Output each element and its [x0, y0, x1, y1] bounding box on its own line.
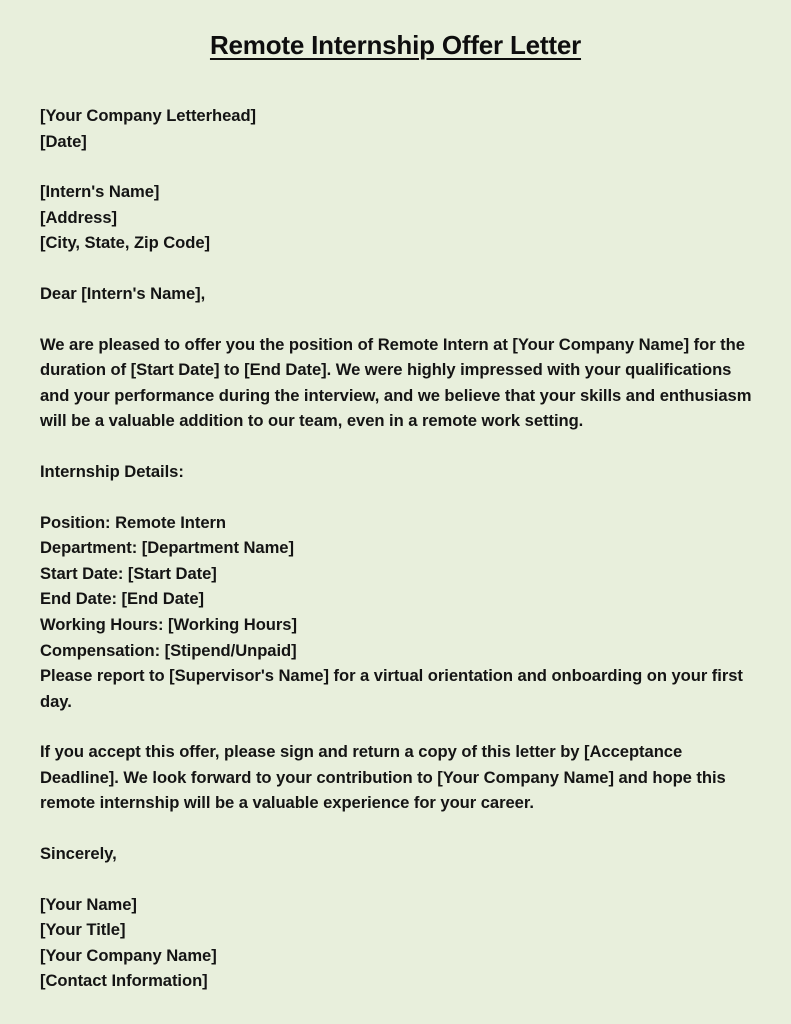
detail-compensation: Compensation: [Stipend/Unpaid] [40, 640, 297, 660]
detail-position: Position: Remote Intern [40, 512, 226, 532]
detail-start-date: Start Date: [Start Date] [40, 563, 217, 583]
letter-body [0, 61, 791, 994]
closing-line: Sincerely, [40, 844, 117, 864]
spacer [40, 307, 765, 332]
signature-title: [Your Title] [40, 920, 126, 940]
spacer [40, 256, 765, 281]
spacer [40, 867, 765, 892]
signature-contact: [Contact Information] [40, 971, 208, 991]
recipient-name-line: [Intern's Name] [40, 182, 160, 202]
signature-company: [Your Company Name] [40, 945, 217, 965]
acceptance-paragraph: If you accept this offer, please sign and return a copy of this letter by [Acceptance Deadline]. We look forward to your contribution to [Your Company Name] and hope this remote internship will be a valuable experience for your career. [40, 742, 726, 813]
page-title: Remote Internship Offer Letter [209, 30, 582, 60]
signature-block [40, 892, 765, 994]
recipient-block [40, 179, 765, 256]
internship-details-block [40, 510, 765, 715]
intro-paragraph: We are pleased to offer you the position of Remote Intern at [Your Company Name] for the duration of [Start Date] to [End Date]. We were highly impressed with your qualifications and your performance during the interview, and we believe that your skills and enthusiasm will be a valuable addition to our team, even in a remote work setting. [40, 334, 752, 431]
recipient-city-state-zip-line: [City, State, Zip Code] [40, 233, 211, 253]
spacer [40, 61, 765, 103]
spacer [40, 434, 765, 459]
details-heading: Internship Details: [40, 461, 184, 481]
spacer [40, 714, 765, 739]
salutation-line: Dear [Intern's Name], [40, 283, 206, 303]
letterhead-block [40, 103, 765, 154]
company-letterhead-line: [Your Company Letterhead] [40, 106, 257, 125]
signature-name: [Your Name] [40, 894, 137, 914]
date-line: [Date] [40, 131, 87, 151]
detail-end-date: End Date: [End Date] [40, 589, 205, 609]
detail-department: Department: [Department Name] [40, 538, 294, 558]
detail-working-hours: Working Hours: [Working Hours] [40, 614, 297, 634]
spacer [40, 485, 765, 510]
spacer [40, 154, 765, 179]
detail-report-note: Please report to [Supervisor's Name] for a virtual orientation and onboarding on your first day. [40, 666, 743, 711]
recipient-address-line: [Address] [40, 207, 118, 227]
spacer [40, 816, 765, 841]
